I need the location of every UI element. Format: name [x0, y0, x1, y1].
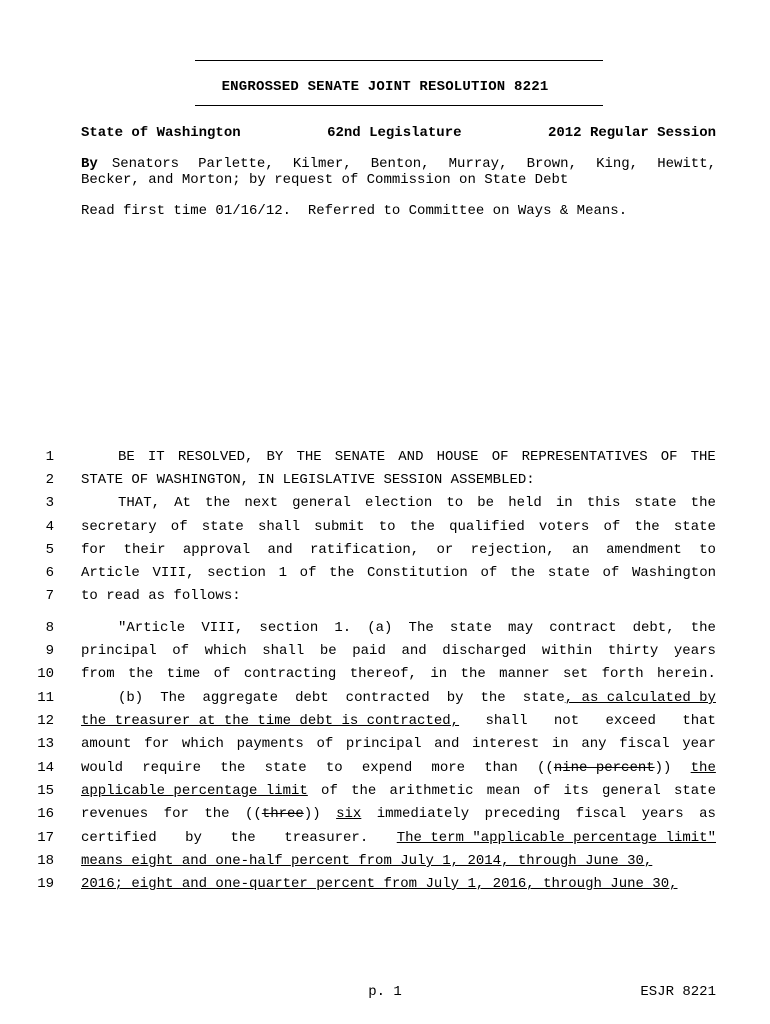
line-word: fiscal: [619, 736, 670, 752]
line-word: secretary: [81, 519, 157, 535]
line-word: which: [181, 736, 224, 752]
line-word: their: [123, 542, 166, 558]
body-line: [118, 617, 716, 640]
line-word: of: [316, 736, 334, 752]
body-line: [81, 733, 716, 756]
legislature-name: 62nd Legislature: [327, 125, 462, 141]
read-first-line: [81, 200, 716, 223]
line-word: SENATE: [334, 449, 386, 465]
line-word: be: [319, 643, 337, 659]
line-word: applicable percentage limit: [81, 783, 308, 799]
line-word: ((three)): [245, 806, 321, 822]
line-word: would: [81, 760, 124, 776]
line-word: which: [204, 643, 247, 659]
sponsor-word: Kilmer,: [292, 156, 352, 172]
line-word: thirty: [607, 643, 659, 659]
line-word: contract: [549, 620, 617, 636]
line-word: to: [699, 542, 716, 558]
line-number: 13: [37, 736, 54, 752]
line-word: 1: [278, 565, 288, 581]
line-word: and: [401, 643, 427, 659]
line-word: forth: [601, 666, 644, 682]
line-word: state, as calculated by: [522, 690, 716, 706]
session-header: [81, 124, 716, 142]
line-word: shall: [485, 713, 528, 729]
line-word: 1.: [334, 620, 352, 636]
by-label: By: [81, 156, 98, 172]
line-word: treasurer.: [284, 830, 369, 846]
line-word: state: [634, 495, 677, 511]
line-word: set: [563, 666, 589, 682]
line-word: to: [378, 519, 396, 535]
line-word: the: [220, 760, 246, 776]
line-word: section: [207, 565, 266, 581]
line-word: REPRESENTATIVES: [521, 449, 648, 465]
line-word: any: [581, 736, 607, 752]
body-line: [81, 710, 716, 733]
body-line: [81, 562, 716, 585]
line-word: the: [690, 760, 716, 776]
line-word: be: [477, 495, 495, 511]
line-number: 2: [45, 472, 54, 488]
line-number: 11: [37, 690, 54, 706]
line-number: 15: [37, 783, 54, 799]
line-word: the: [690, 495, 716, 511]
line-word: The: [408, 620, 434, 636]
line-word: The: [160, 690, 186, 706]
line-word: held: [508, 495, 542, 511]
line-word: general: [292, 495, 351, 511]
line-word: immediately: [376, 806, 470, 822]
document-id: ESJR 8221: [640, 984, 716, 1000]
line-number: 7: [45, 588, 54, 604]
line-word: than: [484, 760, 518, 776]
line-number: 4: [45, 519, 54, 535]
line-word: time: [166, 666, 201, 682]
line-word: this: [586, 495, 621, 511]
line-number: 3: [45, 495, 54, 511]
line-text: 2016; eight and one-quarter percent from July 1, 2016, through June 30,: [81, 876, 678, 892]
line-text: to read as follows:: [81, 588, 241, 604]
line-word: THE: [296, 449, 322, 465]
line-word: require: [142, 760, 202, 776]
line-word: or: [436, 542, 454, 558]
line-word: by: [185, 830, 202, 846]
line-word: state: [547, 565, 590, 581]
line-word: state: [264, 760, 307, 776]
line-word: fiscal: [575, 806, 627, 822]
line-word: "Article: [118, 620, 186, 636]
body-line: [81, 827, 716, 850]
line-word: contracting: [243, 666, 337, 682]
body-line: [81, 663, 716, 686]
line-word: of: [213, 666, 231, 682]
line-word: amount: [81, 736, 132, 752]
line-word: Article: [81, 565, 140, 581]
page-number: p. 1: [368, 984, 402, 1000]
line-word: voters: [538, 519, 590, 535]
line-number: 19: [37, 876, 54, 892]
line-number: 5: [45, 542, 54, 558]
line-word: The term "applicable percentage limit": [396, 830, 716, 846]
line-word: preceding: [484, 806, 561, 822]
sponsor-word: Senators: [111, 156, 180, 172]
body-line: [81, 780, 716, 803]
title-rule-bottom: [195, 105, 603, 106]
line-word: ((nine percent)): [537, 760, 672, 776]
line-word: VIII,: [152, 565, 195, 581]
line-word: year: [682, 736, 716, 752]
line-number: 9: [45, 643, 54, 659]
line-word: to: [325, 760, 343, 776]
line-word: arithmetic: [389, 783, 474, 799]
line-word: state: [673, 519, 716, 535]
line-word: by: [446, 690, 464, 706]
line-word: the: [205, 495, 231, 511]
line-word: of: [603, 519, 621, 535]
line-word: approval: [182, 542, 251, 558]
line-word: manner: [499, 666, 550, 682]
line-word: six: [336, 806, 362, 822]
line-number: 14: [37, 760, 54, 776]
line-word: general: [601, 783, 661, 799]
line-word: Washington: [631, 565, 716, 581]
body-line: [118, 492, 716, 515]
body-line: [81, 469, 716, 492]
line-word: shall: [262, 643, 305, 659]
line-word: of: [533, 783, 551, 799]
line-word: the treasurer at the time debt is contracted,: [81, 713, 460, 729]
line-word: of: [170, 519, 188, 535]
sponsor-word: Parlette,: [198, 156, 274, 172]
line-word: the: [460, 666, 486, 682]
line-text: STATE OF WASHINGTON, IN LEGISLATIVE SESSION ASSEMBLED:: [81, 472, 535, 488]
line-word: in: [555, 495, 573, 511]
line-word: principal: [345, 736, 422, 752]
line-word: IT: [147, 449, 165, 465]
line-word: HOUSE: [436, 449, 479, 465]
line-word: to: [446, 495, 464, 511]
line-word: of: [172, 643, 190, 659]
line-number: 18: [37, 853, 54, 869]
line-word: the: [351, 783, 377, 799]
line-word: exceed: [605, 713, 656, 729]
line-word: for: [163, 806, 189, 822]
line-word: THAT,: [118, 495, 161, 511]
line-word: certified: [81, 830, 157, 846]
line-word: aggregate: [202, 690, 279, 706]
line-word: the: [128, 666, 154, 682]
title-rule-top: [195, 60, 603, 61]
line-word: herein.: [657, 666, 716, 682]
line-word: the: [690, 620, 716, 636]
line-word: in: [551, 736, 569, 752]
sponsor-word: Murray,: [448, 156, 508, 172]
line-word: of: [480, 565, 498, 581]
line-word: AND: [398, 449, 424, 465]
body-line: [81, 640, 716, 663]
line-word: shall: [257, 519, 300, 535]
line-number: 12: [37, 713, 54, 729]
line-word: expend: [361, 760, 413, 776]
line-word: mean: [486, 783, 521, 799]
line-word: and: [267, 542, 293, 558]
line-word: state: [673, 783, 716, 799]
line-word: submit: [314, 519, 365, 535]
line-word: contracted: [345, 690, 430, 706]
sponsor-word: King,: [596, 156, 639, 172]
line-number: 16: [37, 806, 54, 822]
body-line: [81, 585, 716, 608]
body-line: [81, 850, 716, 873]
line-word: the: [634, 519, 660, 535]
line-word: BE: [118, 449, 135, 465]
line-word: payments: [236, 736, 304, 752]
line-word: interest: [472, 736, 540, 752]
line-word: state: [201, 519, 244, 535]
line-word: OF: [491, 449, 509, 465]
body-line: [81, 873, 716, 896]
line-word: years: [673, 643, 716, 659]
sponsors-line-2: [81, 169, 716, 192]
line-word: OF: [660, 449, 678, 465]
line-word: VIII,: [201, 620, 244, 636]
line-word: of: [602, 565, 620, 581]
line-word: principal: [81, 643, 157, 659]
body-line: [81, 516, 716, 539]
line-number: 1: [45, 449, 54, 465]
line-word: election: [365, 495, 433, 511]
body-line: [118, 446, 716, 469]
line-word: qualified: [449, 519, 525, 535]
line-word: At: [174, 495, 191, 511]
state-name: State of Washington: [81, 125, 241, 141]
line-word: the: [509, 565, 536, 581]
line-word: next: [244, 495, 278, 511]
line-word: for: [144, 736, 170, 752]
line-word: the: [230, 830, 256, 846]
line-word: an: [572, 542, 589, 558]
line-word: its: [563, 783, 589, 799]
sponsor-word: Benton,: [370, 156, 430, 172]
body-line: [81, 757, 716, 780]
line-text: means eight and one-half percent from July 1, 2014, through June 30,: [81, 853, 653, 869]
line-word: as: [699, 806, 716, 822]
session-name: 2012 Regular Session: [547, 125, 716, 141]
line-word: that: [682, 713, 716, 729]
line-number: 6: [45, 565, 54, 581]
line-word: ratification,: [309, 542, 420, 558]
line-word: paid: [352, 643, 386, 659]
body-line: [81, 539, 716, 562]
sponsor-word: Brown,: [526, 156, 577, 172]
line-word: debt: [295, 690, 329, 706]
line-word: state: [449, 620, 492, 636]
line-word: discharged: [442, 643, 527, 659]
line-word: in: [430, 666, 448, 682]
line-word: of: [299, 565, 317, 581]
line-number: 10: [37, 666, 54, 682]
line-word: thereof,: [349, 666, 417, 682]
line-word: the: [409, 519, 435, 535]
body-line: [118, 687, 716, 710]
line-word: RESOLVED,: [177, 449, 254, 465]
line-word: may: [507, 620, 534, 636]
line-number: 8: [45, 620, 54, 636]
line-word: for: [81, 542, 107, 558]
document-title: ENGROSSED SENATE JOINT RESOLUTION 8221: [221, 79, 549, 95]
line-word: and: [434, 736, 460, 752]
line-word: amendment: [606, 542, 682, 558]
read-first-text: Read first time 01/16/12. Referred to Committee on Ways & Means.: [81, 203, 628, 219]
line-word: the: [480, 690, 506, 706]
line-number: 17: [37, 830, 54, 846]
line-word: more: [431, 760, 466, 776]
line-word: from: [81, 666, 115, 682]
line-word: BY: [266, 449, 284, 465]
line-word: section: [259, 620, 319, 636]
line-word: not: [553, 713, 580, 729]
line-word: the: [329, 565, 355, 581]
line-word: rejection,: [470, 542, 555, 558]
line-word: years: [641, 806, 684, 822]
line-word: THE: [690, 449, 716, 465]
line-word: Constitution: [367, 565, 468, 581]
line-word: the: [204, 806, 230, 822]
line-word: debt,: [632, 620, 675, 636]
sponsor-word: Hewitt,: [657, 156, 716, 172]
sponsors-text-2: Becker, and Morton; by request of Commission on State Debt: [81, 172, 569, 188]
line-word: of: [321, 783, 338, 799]
line-word: revenues: [81, 806, 149, 822]
body-line: [81, 803, 716, 826]
line-word: (a): [367, 620, 393, 636]
line-word: within: [541, 643, 593, 659]
line-word: (b): [118, 690, 144, 706]
